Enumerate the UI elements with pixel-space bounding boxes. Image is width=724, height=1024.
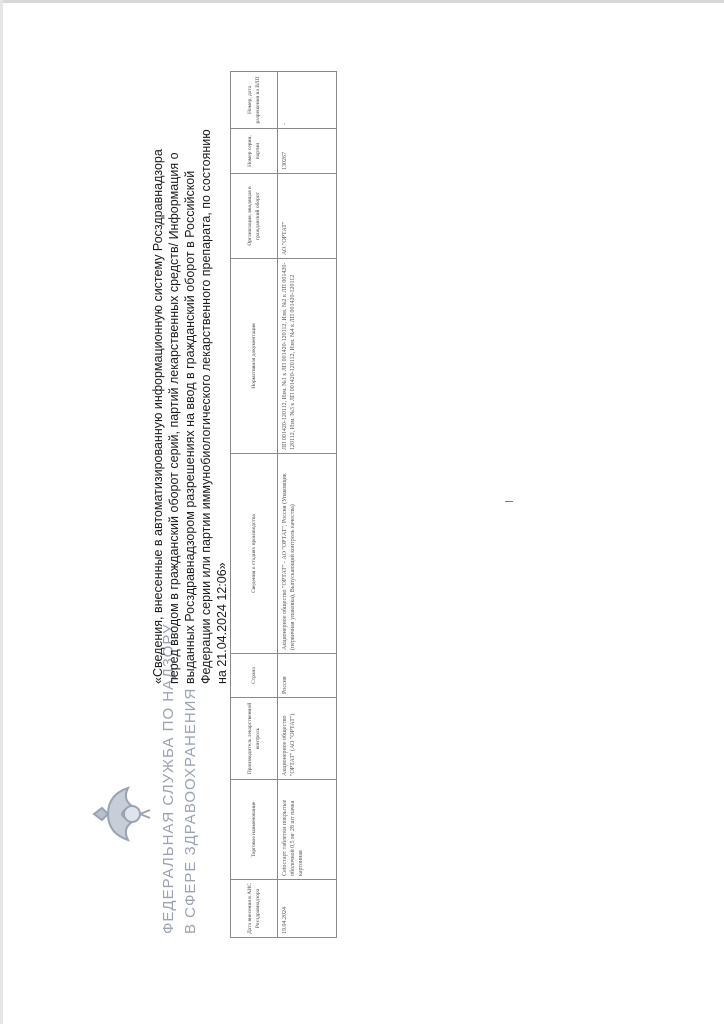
column-header: Номер, дата разрешения на ВЛП (231, 72, 278, 129)
table-header-row (231, 72, 278, 938)
column-header: Нормативная документация (231, 259, 278, 454)
table-cell-permit: - (278, 72, 337, 129)
document-title: «Сведения, внесенные в автоматизированную информационную систему Росздравнадзора перед вводом в гражданский оборот серий, партий лекарственных средств/ Информация о выданных Росздравнадзором разрешениях на ввод в гражданский оборот в Российской Федерации серии или партии иммунобиологического лекарственного препарата, по состоянию на 21.04.2024 12:06» (151, 129, 229, 684)
column-header: Торговое наименование (231, 780, 278, 880)
table-row (278, 72, 337, 938)
column-header: Сведения о стадиях производства (231, 454, 278, 654)
column-header: Организация, вводящая в гражданский оборот (231, 174, 278, 259)
column-header: Номер серии, партии (231, 129, 278, 174)
table-cell-manufacturer: Акционерное общество "ОРТАТ" (АО "ОРТАТ") (278, 698, 337, 780)
agency-name-line: ФЕДЕРАЛЬНАЯ СЛУЖБА ПО НАДЗОРУ (160, 623, 177, 934)
emblem-icon (88, 784, 152, 844)
table-cell-date: 19.04.2024 (278, 880, 337, 938)
column-header: Дата внесения в АИС Росздравнадзора (231, 880, 278, 938)
table-cell-normative-docs: ЛП 001420-120112, Изм. №1 к ЛП 001420-120112, Изм. №2 к ЛП 001420-120112, Изм. №3 к ЛП 001420-120112, Изм. №4 к ЛП 001420-120112 (278, 259, 337, 454)
table-cell-trade-name: Сеtостарт таблетки покрытые оболочкой 0,5 мг 28 шт пачка картонная (278, 780, 337, 880)
table-cell-country: Россия (278, 654, 337, 698)
page-number (505, 501, 513, 502)
agency-name-line: В СФЕРЕ ЗДРАВООХРАНЕНИЯ (182, 687, 199, 934)
column-header: Страна (231, 654, 278, 698)
column-header: Производитель лекарственной контроль (231, 698, 278, 780)
table-cell-batch-number: 130267 (278, 129, 337, 174)
data-table (230, 71, 337, 938)
table-cell-production-stages: Акционерное общество "ОРТАТ" - АО "ОРТАТ", Россия (Упаковщик (первичная упаковка), Выпускающий контроль качества) (278, 454, 337, 654)
table-cell-organization: АО "ОРТАТ" (278, 174, 337, 259)
